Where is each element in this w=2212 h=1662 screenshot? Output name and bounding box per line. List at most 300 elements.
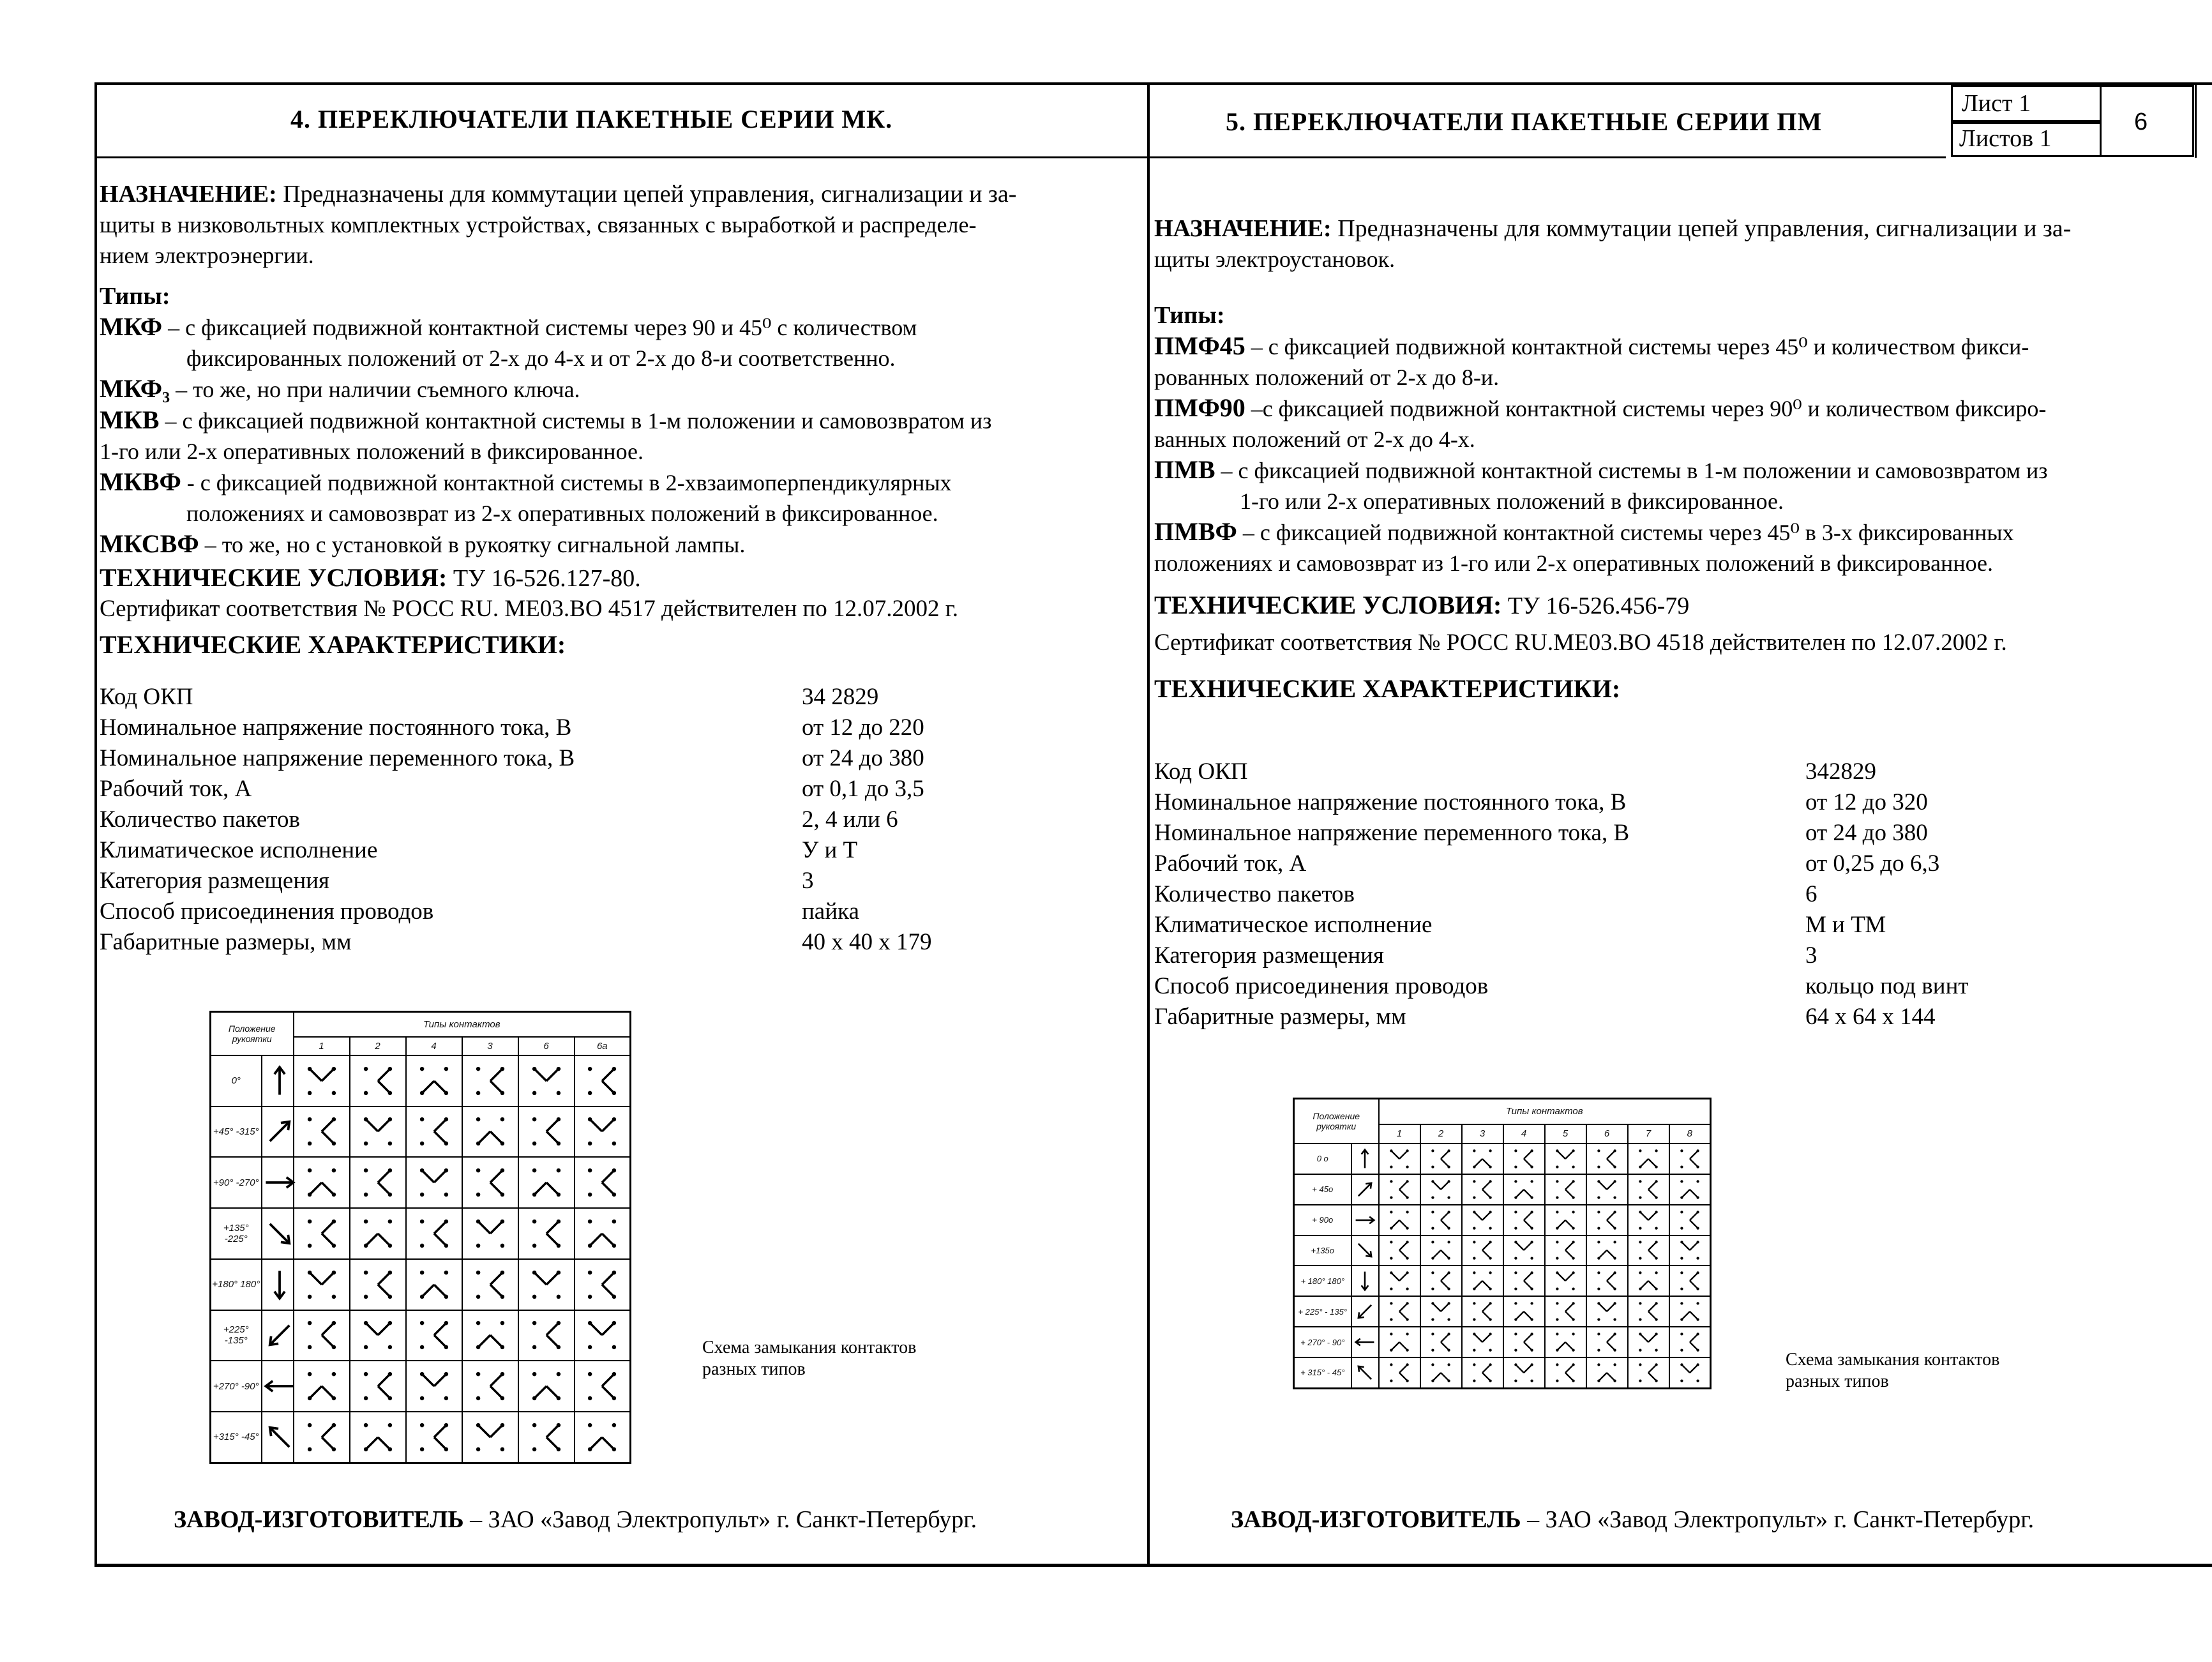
left-caption-line-1: Схема замыкания контактов <box>702 1338 917 1357</box>
contact-symbol-icon <box>1512 1269 1535 1292</box>
table-row <box>211 1208 631 1259</box>
contact-symbol-icon <box>1388 1239 1411 1262</box>
contact-symbol-icon <box>1429 1209 1452 1232</box>
diagram-cell <box>406 1310 462 1361</box>
contact-symbol-icon <box>585 1318 619 1352</box>
contact-symbol-icon <box>529 1318 564 1352</box>
diagram-cell <box>1586 1174 1628 1205</box>
diagram-cell <box>518 1361 575 1412</box>
contact-symbol-icon <box>1637 1209 1660 1232</box>
left-tech-conditions: ТЕХНИЧЕСКИЕ УСЛОВИЯ: ТУ 16-526.127-80. <box>100 563 641 592</box>
contact-symbol-icon <box>1429 1269 1452 1292</box>
contact-symbol-icon <box>585 1064 619 1098</box>
right-diagram-type-col: 2 <box>1420 1124 1462 1144</box>
left-diagram-position-label: 0° <box>211 1055 262 1107</box>
right-spec-value-8: 64 х 64 х 144 <box>1805 1004 1936 1030</box>
handle-arrow-icon <box>1353 1209 1376 1232</box>
contact-symbol-icon <box>1554 1178 1577 1201</box>
diagram-cell <box>1586 1235 1628 1266</box>
contact-symbol-icon <box>1429 1361 1452 1384</box>
left-diagram-types-header: Типы контактов <box>294 1012 631 1038</box>
right-purpose-line-2: щиты электроустановок. <box>1154 246 1396 272</box>
contact-symbol-icon <box>1637 1361 1660 1384</box>
diagram-cell <box>1628 1235 1669 1266</box>
contact-symbol-icon <box>529 1216 564 1251</box>
left-diagram-type-col: 6 <box>518 1037 575 1055</box>
left-types-label: Типы: <box>100 283 170 310</box>
left-type-mksvf: МКСВФ – то же, но с установкой в рукоятку сигнальной лампы. <box>100 529 746 558</box>
contact-symbol-icon <box>1512 1361 1535 1384</box>
left-type-mkf3: МКФ₃ – то же, но при наличии съемного ключа. <box>100 374 580 403</box>
right-type-pmv-cont: 1-го или 2-х оперативных положений в фиксированное. <box>1240 488 1784 514</box>
diagram-cell <box>1462 1296 1503 1327</box>
left-diagram-position-label: +135° -225° <box>211 1208 262 1259</box>
diagram-cell <box>1462 1357 1503 1389</box>
contact-symbol-icon <box>529 1064 564 1098</box>
diagram-cell <box>1586 1296 1628 1327</box>
right-diagram-position-label: 0 о <box>1294 1144 1351 1174</box>
diagram-cell <box>406 1157 462 1208</box>
contact-symbol-icon <box>1429 1239 1452 1262</box>
right-spec-name-8: Габаритные размеры, мм <box>1154 1004 1406 1030</box>
contact-symbol-icon <box>1637 1239 1660 1262</box>
diagram-cell <box>1545 1205 1586 1235</box>
table-row <box>211 1157 631 1208</box>
diagram-cell <box>1379 1235 1420 1266</box>
diagram-cell <box>1545 1265 1586 1296</box>
handle-arrow-icon <box>1353 1361 1376 1384</box>
contact-symbol-icon <box>1554 1239 1577 1262</box>
right-spec-name-1: Номинальное напряжение постоянного тока, В <box>1154 789 1627 815</box>
contact-symbol-icon <box>361 1369 395 1403</box>
contact-symbol-icon <box>473 1420 508 1454</box>
right-column <box>1154 213 2201 704</box>
left-diagram-caption <box>702 1337 916 1380</box>
contact-symbol-icon <box>1637 1300 1660 1323</box>
table-row <box>1294 1296 1711 1327</box>
diagram-cell <box>350 1055 406 1107</box>
right-spec-value-0: 342829 <box>1805 759 1876 785</box>
contact-symbol-icon <box>1512 1239 1535 1262</box>
table-row <box>211 1107 631 1158</box>
contact-symbol-icon <box>1471 1361 1494 1384</box>
diagram-cell <box>518 1055 575 1107</box>
contact-symbol-icon <box>1554 1269 1577 1292</box>
handle-arrow-icon <box>262 1318 297 1352</box>
contact-symbol-icon <box>1595 1331 1618 1354</box>
handle-arrow-icon <box>262 1114 297 1149</box>
right-types-label: Типы: <box>1154 302 1225 329</box>
diagram-cell <box>1628 1265 1669 1296</box>
contact-symbol-icon <box>305 1216 339 1251</box>
page-number: 6 <box>2134 109 2148 135</box>
diagram-cell <box>575 1208 631 1259</box>
left-type-mkv-cont: 1-го или 2-х оперативных положений в фиксированное. <box>100 439 643 464</box>
diagram-cell <box>350 1361 406 1412</box>
contact-symbol-icon <box>417 1216 451 1251</box>
diagram-cell <box>1462 1265 1503 1296</box>
handle-arrow-icon <box>262 1165 297 1200</box>
right-type-pmvf-cont: положениях и самовозврат из 1-го или 2-х оперативных положений в фиксированное. <box>1154 550 1993 576</box>
contact-symbol-icon <box>473 1064 508 1098</box>
left-column <box>100 179 1140 660</box>
diagram-cell <box>1628 1357 1669 1389</box>
right-spec-value-2: от 24 до 380 <box>1805 820 1928 846</box>
left-spec-value-4: 2, 4 или 6 <box>802 806 898 833</box>
diagram-cell <box>1669 1235 1711 1266</box>
diagram-cell <box>294 1055 350 1107</box>
right-section-title: 5. ПЕРЕКЛЮЧАТЕЛИ ПАКЕТНЫЕ СЕРИИ ПМ <box>1226 107 1823 136</box>
contact-symbol-icon <box>1595 1209 1618 1232</box>
diagram-cell <box>1379 1265 1420 1296</box>
contact-symbol-icon <box>305 1064 339 1098</box>
diagram-cell <box>1628 1205 1669 1235</box>
handle-arrow-icon <box>262 1267 297 1302</box>
contact-symbol-icon <box>1388 1209 1411 1232</box>
diagram-cell <box>294 1107 350 1158</box>
diagram-cell <box>1503 1265 1545 1296</box>
diagram-cell <box>1379 1205 1420 1235</box>
left-type-mkv: МКВ – с фиксацией подвижной контактной системы в 1-м положении и самовозвратом из <box>100 405 992 434</box>
handle-arrow-icon <box>262 1369 297 1403</box>
right-tech-conditions: ТЕХНИЧЕСКИЕ УСЛОВИЯ: ТУ 16-526.456-79 <box>1154 591 1690 619</box>
diagram-cell <box>518 1208 575 1259</box>
handle-arrow-icon <box>262 1216 297 1251</box>
contact-symbol-icon <box>361 1064 395 1098</box>
right-diagram-position-label: +135о <box>1294 1235 1351 1266</box>
diagram-cell <box>1379 1174 1420 1205</box>
left-purpose-line-3: нием электроэнергии. <box>100 243 314 268</box>
left-spec-value-0: 34 2829 <box>802 684 879 710</box>
diagram-cell <box>1379 1144 1420 1174</box>
left-diagram-position-header: Положение рукоятки <box>211 1012 294 1055</box>
contact-symbol-icon <box>1471 1239 1494 1262</box>
contact-symbol-icon <box>529 1114 564 1149</box>
diagram-cell <box>1379 1296 1420 1327</box>
left-specs-label: ТЕХНИЧЕСКИЕ ХАРАКТЕРИСТИКИ: <box>100 630 566 659</box>
table-row <box>1294 1205 1711 1235</box>
contact-symbol-icon <box>473 1318 508 1352</box>
diagram-cell <box>462 1310 518 1361</box>
contact-symbol-icon <box>361 1267 395 1302</box>
right-spec-name-3: Рабочий ток, А <box>1154 850 1307 877</box>
right-spec-name-5: Климатическое исполнение <box>1154 912 1433 938</box>
contact-symbol-icon <box>1554 1300 1577 1323</box>
diagram-cell <box>1545 1327 1586 1357</box>
sheets-box <box>1951 120 2102 157</box>
diagram-cell <box>462 1157 518 1208</box>
contact-symbol-icon <box>1471 1178 1494 1201</box>
left-type-mkvf-cont: положениях и самовозврат из 2-х оперативных положений в фиксированное. <box>186 501 938 526</box>
table-row <box>1294 1265 1711 1296</box>
right-specs-list <box>1154 758 2176 1039</box>
contact-symbol-icon <box>473 1165 508 1200</box>
left-spec-name-3: Рабочий ток, А <box>100 776 252 802</box>
right-type-pmv: ПМВ – с фиксацией подвижной контактной системы в 1-м положении и самовозвратом из <box>1154 455 2048 484</box>
diagram-cell <box>406 1055 462 1107</box>
contact-symbol-icon <box>361 1318 395 1352</box>
left-spec-name-0: Код ОКП <box>100 684 193 710</box>
right-spec-value-7: кольцо под винт <box>1805 973 1969 999</box>
diagram-cell <box>294 1361 350 1412</box>
contact-symbol-icon <box>1637 1178 1660 1201</box>
contact-symbol-icon <box>1512 1300 1535 1323</box>
right-diagram-type-col: 1 <box>1379 1124 1420 1144</box>
contact-symbol-icon <box>1678 1300 1701 1323</box>
table-row <box>1294 1327 1711 1357</box>
right-spec-name-7: Способ присоединения проводов <box>1154 973 1489 999</box>
contact-symbol-icon <box>417 1369 451 1403</box>
sheet-box <box>1951 85 2102 124</box>
diagram-cell <box>575 1412 631 1463</box>
contact-symbol-icon <box>1388 1147 1411 1170</box>
diagram-cell <box>575 1310 631 1361</box>
left-diagram-type-col: 6а <box>575 1037 631 1055</box>
left-spec-value-3: от 0,1 до 3,5 <box>802 776 924 802</box>
contact-symbol-icon <box>305 1420 339 1454</box>
right-diagram-types-header: Типы контактов <box>1379 1099 1711 1124</box>
left-type-mkf-cont: фиксированных положений от 2-х до 4-х и от 2-х до 8-и соответственно. <box>186 345 896 371</box>
right-spec-value-5: М и ТМ <box>1805 912 1886 938</box>
contact-symbol-icon <box>1678 1239 1701 1262</box>
contact-symbol-icon <box>305 1165 339 1200</box>
right-type-pmvf: ПМВФ – с фиксацией подвижной контактной системы через 45⁰ в 3-х фиксированных <box>1154 517 2014 546</box>
table-row <box>1294 1174 1711 1205</box>
handle-arrow-icon <box>1353 1300 1376 1323</box>
contact-symbol-icon <box>1388 1331 1411 1354</box>
contact-symbol-icon <box>585 1114 619 1149</box>
contact-symbol-icon <box>1637 1147 1660 1170</box>
contact-symbol-icon <box>1512 1147 1535 1170</box>
contact-symbol-icon <box>1595 1239 1618 1262</box>
table-row <box>211 1055 631 1107</box>
right-diagram-position-label: + 90о <box>1294 1205 1351 1235</box>
handle-arrow-icon <box>1353 1331 1376 1354</box>
contact-symbol-icon <box>1554 1361 1577 1384</box>
left-type-mkvf: МКВФ - с фиксацией подвижной контактной системы в 2-хвзаимоперпендикулярных <box>100 467 952 496</box>
left-contact-diagram <box>209 1011 631 1464</box>
right-type-pmf90-cont: ванных положений от 2-х до 4-х. <box>1154 427 1475 452</box>
left-spec-name-5: Климатическое исполнение <box>100 837 378 863</box>
left-spec-value-8: 40 х 40 х 179 <box>802 929 932 955</box>
left-spec-name-7: Способ присоединения проводов <box>100 898 434 925</box>
diagram-cell <box>518 1157 575 1208</box>
contact-symbol-icon <box>1595 1269 1618 1292</box>
handle-arrow-icon <box>1353 1239 1376 1262</box>
diagram-cell <box>1462 1327 1503 1357</box>
handle-arrow-icon <box>262 1064 297 1098</box>
sheets-label: Листов 1 <box>1959 125 2052 152</box>
left-diagram-type-col: 4 <box>406 1037 462 1055</box>
diagram-cell <box>1503 1144 1545 1174</box>
right-spec-name-0: Код ОКП <box>1154 759 1248 785</box>
diagram-cell <box>406 1107 462 1158</box>
contact-symbol-icon <box>1512 1178 1535 1201</box>
left-diagram-position-label: +90° -270° <box>211 1157 262 1208</box>
contact-symbol-icon <box>305 1267 339 1302</box>
diagram-cell <box>350 1107 406 1158</box>
left-diagram-position-label: +45° -315° <box>211 1107 262 1158</box>
diagram-cell <box>350 1412 406 1463</box>
right-caption-line-1: Схема замыкания контактов <box>1786 1350 2000 1370</box>
right-contact-diagram <box>1293 1098 1712 1389</box>
left-caption-line-2: разных типов <box>702 1359 806 1379</box>
contact-symbol-icon <box>361 1420 395 1454</box>
diagram-cell <box>1545 1174 1586 1205</box>
contact-symbol-icon <box>1554 1331 1577 1354</box>
diagram-cell <box>1669 1144 1711 1174</box>
diagram-cell <box>350 1259 406 1310</box>
left-diagram-position-label: +180° 180° <box>211 1259 262 1310</box>
contact-symbol-icon <box>585 1369 619 1403</box>
diagram-cell <box>350 1208 406 1259</box>
diagram-cell <box>1420 1144 1462 1174</box>
left-purpose-line-2: щиты в низковольтных комплектных устройствах, связанных с выработкой и распределе- <box>100 212 977 238</box>
diagram-cell <box>1545 1357 1586 1389</box>
diagram-cell <box>575 1055 631 1107</box>
left-certificate: Сертификат соответствия № РОСС RU. МЕ03.ВО 4517 действителен по 12.07.2002 г. <box>100 596 959 622</box>
diagram-cell <box>575 1107 631 1158</box>
diagram-cell <box>1545 1235 1586 1266</box>
right-spec-value-1: от 12 до 320 <box>1805 789 1928 815</box>
right-type-pmf90: ПМФ90 –с фиксацией подвижной контактной системы через 90⁰ и количеством фиксиро- <box>1154 393 2047 422</box>
contact-symbol-icon <box>529 1369 564 1403</box>
left-spec-name-6: Категория размещения <box>100 868 329 894</box>
diagram-cell <box>1628 1144 1669 1174</box>
diagram-cell <box>462 1055 518 1107</box>
diagram-cell <box>1420 1327 1462 1357</box>
contact-symbol-icon <box>585 1165 619 1200</box>
contact-symbol-icon <box>417 1165 451 1200</box>
contact-symbol-icon <box>417 1318 451 1352</box>
diagram-cell <box>518 1412 575 1463</box>
right-type-pmf45-cont: рованных положений от 2-х до 8-и. <box>1154 365 1500 390</box>
contact-symbol-icon <box>1678 1209 1701 1232</box>
left-purpose-line-1: НАЗНАЧЕНИЕ: Предназначены для коммутации цепей управления, сигнализации и за- <box>100 181 1017 208</box>
contact-symbol-icon <box>1471 1147 1494 1170</box>
diagram-cell <box>1669 1296 1711 1327</box>
contact-symbol-icon <box>1471 1209 1494 1232</box>
diagram-cell <box>575 1259 631 1310</box>
contact-symbol-icon <box>473 1267 508 1302</box>
left-spec-name-1: Номинальное напряжение постоянного тока, В <box>100 714 572 741</box>
diagram-cell <box>518 1310 575 1361</box>
left-type-mkf: МКФ – с фиксацией подвижной контактной системы через 90 и 45⁰ с количеством <box>100 312 917 341</box>
right-diagram-position-label: + 45о <box>1294 1174 1351 1205</box>
diagram-cell <box>575 1361 631 1412</box>
table-row <box>211 1259 631 1310</box>
right-spec-value-6: 3 <box>1805 942 1817 969</box>
right-diagram-position-label: + 270° - 90° <box>1294 1327 1351 1357</box>
contact-symbol-icon <box>417 1064 451 1098</box>
left-spec-value-7: пайка <box>802 898 859 925</box>
contact-symbol-icon <box>417 1267 451 1302</box>
right-specs-label: ТЕХНИЧЕСКИЕ ХАРАКТЕРИСТИКИ: <box>1154 674 1621 703</box>
left-diagram-position-label: +270° -90° <box>211 1361 262 1412</box>
diagram-cell <box>350 1310 406 1361</box>
diagram-cell <box>1503 1174 1545 1205</box>
diagram-cell <box>1669 1205 1711 1235</box>
handle-arrow-icon <box>1353 1178 1376 1201</box>
contact-symbol-icon <box>361 1114 395 1149</box>
right-caption-line-2: разных типов <box>1786 1371 1889 1391</box>
contact-symbol-icon <box>473 1369 508 1403</box>
diagram-cell <box>1586 1357 1628 1389</box>
left-spec-value-1: от 12 до 220 <box>802 714 924 741</box>
left-diagram-type-col: 2 <box>350 1037 406 1055</box>
diagram-cell <box>1420 1174 1462 1205</box>
diagram-cell <box>1628 1327 1669 1357</box>
contact-symbol-icon <box>1429 1331 1452 1354</box>
contact-symbol-icon <box>1595 1178 1618 1201</box>
right-diagram-type-col: 5 <box>1545 1124 1586 1144</box>
contact-symbol-icon <box>1678 1178 1701 1201</box>
right-diagram-type-col: 8 <box>1669 1124 1711 1144</box>
contact-symbol-icon <box>1554 1209 1577 1232</box>
contact-symbol-icon <box>585 1216 619 1251</box>
left-diagram-position-label: +315° -45° <box>211 1412 262 1463</box>
diagram-cell <box>1420 1296 1462 1327</box>
contact-symbol-icon <box>305 1114 339 1149</box>
contact-symbol-icon <box>1595 1300 1618 1323</box>
diagram-cell <box>462 1107 518 1158</box>
diagram-cell <box>1586 1265 1628 1296</box>
contact-symbol-icon <box>361 1165 395 1200</box>
contact-symbol-icon <box>305 1369 339 1403</box>
diagram-cell <box>1420 1205 1462 1235</box>
diagram-cell <box>294 1412 350 1463</box>
right-purpose-line-1: НАЗНАЧЕНИЕ: Предназначены для коммутации цепей управления, сигнализации и за- <box>1154 215 2072 242</box>
table-row <box>1294 1357 1711 1389</box>
diagram-cell <box>462 1259 518 1310</box>
right-diagram-position-label: + 180° 180° <box>1294 1265 1351 1296</box>
table-row <box>211 1361 631 1412</box>
right-diagram-type-col: 7 <box>1628 1124 1669 1144</box>
diagram-cell <box>294 1157 350 1208</box>
right-spec-name-4: Количество пакетов <box>1154 881 1355 907</box>
left-spec-name-8: Габаритные размеры, мм <box>100 929 352 955</box>
diagram-cell <box>1462 1144 1503 1174</box>
right-type-pmf45: ПМФ45 – с фиксацией подвижной контактной системы через 45⁰ и количеством фикси- <box>1154 331 2029 360</box>
contact-symbol-icon <box>1678 1269 1701 1292</box>
diagram-cell <box>406 1208 462 1259</box>
diagram-cell <box>1462 1205 1503 1235</box>
contact-symbol-icon <box>305 1318 339 1352</box>
diagram-cell <box>518 1107 575 1158</box>
diagram-cell <box>1545 1296 1586 1327</box>
contact-symbol-icon <box>1471 1300 1494 1323</box>
diagram-cell <box>294 1259 350 1310</box>
diagram-cell <box>1586 1144 1628 1174</box>
left-spec-name-2: Номинальное напряжение переменного тока, В <box>100 745 575 771</box>
right-diagram-caption <box>1786 1349 1999 1393</box>
right-manufacturer: ЗАВОД-ИЗГОТОВИТЕЛЬ – ЗАО «Завод Электропульт» г. Санкт-Петербург. <box>1231 1506 2035 1533</box>
contact-symbol-icon <box>1429 1300 1452 1323</box>
diagram-cell <box>1669 1357 1711 1389</box>
contact-symbol-icon <box>1388 1300 1411 1323</box>
diagram-cell <box>1462 1235 1503 1266</box>
contact-symbol-icon <box>1678 1147 1701 1170</box>
left-purpose-label: НАЗНАЧЕНИЕ: <box>100 181 277 208</box>
contact-symbol-icon <box>1595 1361 1618 1384</box>
right-certificate: Сертификат соответствия № РОСС RU.МЕ03.ВО 4518 действителен по 12.07.2002 г. <box>1154 630 2007 656</box>
table-row <box>1294 1144 1711 1174</box>
right-diagram-position-label: + 225° - 135° <box>1294 1296 1351 1327</box>
contact-symbol-icon <box>585 1267 619 1302</box>
diagram-cell <box>294 1310 350 1361</box>
diagram-cell <box>1669 1327 1711 1357</box>
contact-symbol-icon <box>585 1420 619 1454</box>
